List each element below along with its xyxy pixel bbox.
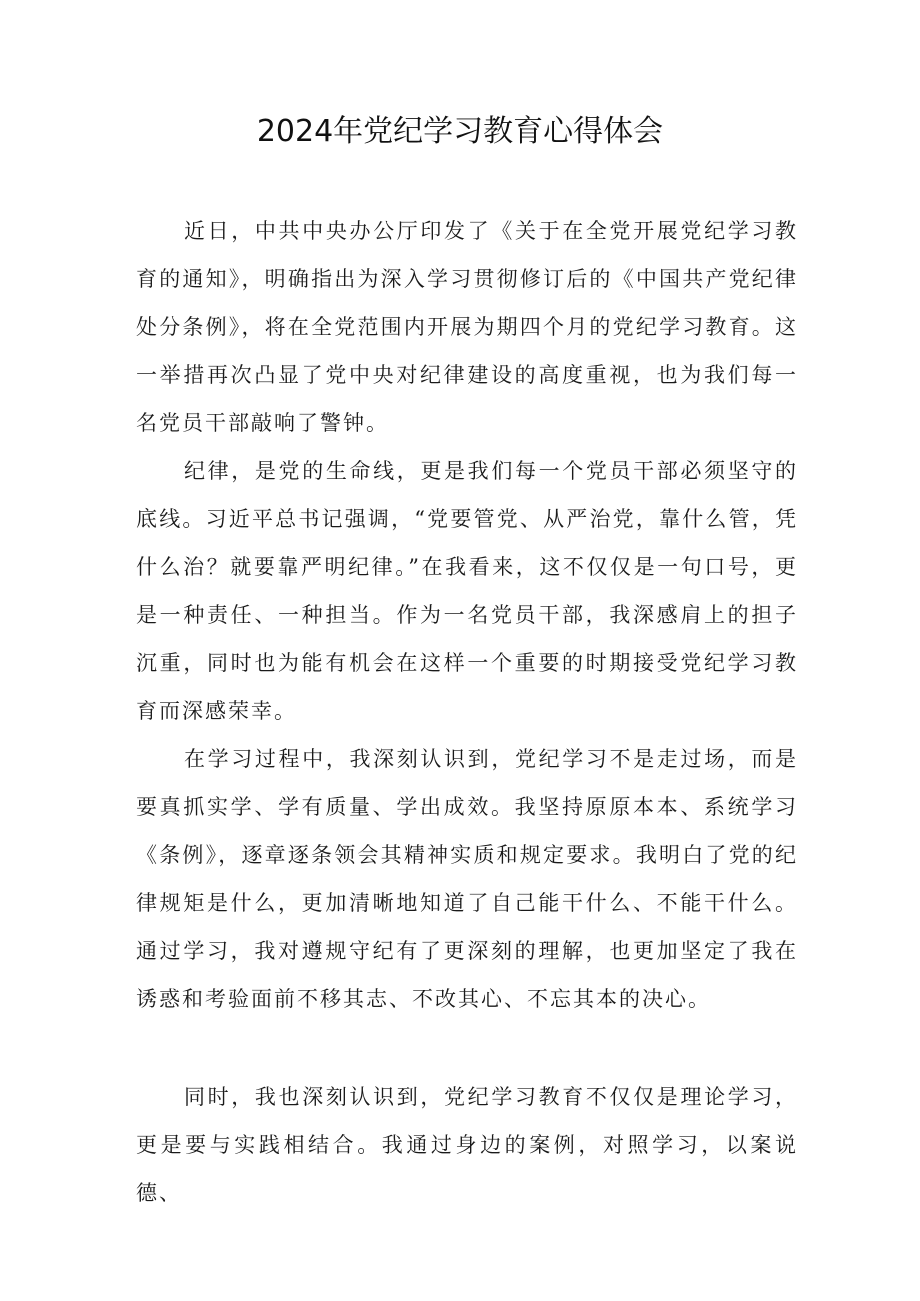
paragraph: 纪律，是党的生命线，更是我们每一个党员干部必须坚守的底线。习近平总书记强调，“党要管党、从严治党，靠什么管，凭什么治？就要靠严明纪律。”在我看来，这不仅仅是一句口号，更是一种责任、一种担当。作为一名党员干部，我深感肩上的担子沉重，同时也为能有机会在这样一个重要的时期接受党纪学习教育而深感荣幸。 — [136, 459, 798, 723]
paragraph: 近日，中共中央办公厅印发了《关于在全党开展党纪学习教育的通知》，明确指出为深入学习贯彻修订后的《中国共产党纪律处分条例》，将在全党范围内开展为期四个月的党纪学习教育。这一举措再次凸显了党中央对纪律建设的高度重视，也为我们每一名党员干部敲响了警钟。 — [136, 219, 798, 435]
document-title: 2024年党纪学习教育心得体会 — [256, 114, 664, 149]
paragraph-2-container — [136, 447, 798, 735]
paragraph-3-container — [136, 735, 798, 1023]
paragraph-1-container — [136, 207, 798, 447]
paragraph: 在学习过程中，我深刻认识到，党纪学习不是走过场，而是要真抓实学、学有质量、学出成效。我坚持原原本本、系统学习《条例》，逐章逐条领会其精神实质和规定要求。我明白了党的纪律规矩是什么，更加清晰地知道了自己能干什么、不能干什么。通过学习，我对遵规守纪有了更深刻的理解，也更加坚定了我在诱惑和考验面前不移其志、不改其心、不忘其本的决心。 — [136, 747, 798, 1011]
paragraph: 同时，我也深刻认识到，党纪学习教育不仅仅是理论学习，更是要与实践相结合。我通过身边的案例，对照学习，以案说德、 — [136, 1085, 798, 1205]
paragraph-4-container — [136, 1073, 798, 1217]
